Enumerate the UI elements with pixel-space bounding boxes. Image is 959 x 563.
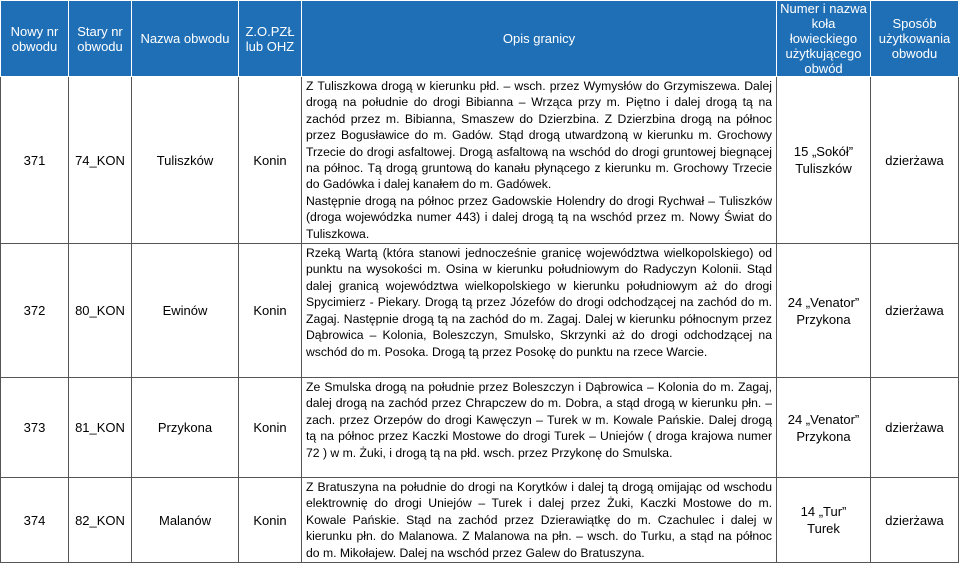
district-name-cell: Ewinów [132, 244, 239, 378]
zo-cell: Konin [239, 77, 302, 244]
new-number-cell: 371 [1, 77, 69, 244]
zo-cell: Konin [239, 378, 302, 478]
usage-type-cell: dzierżawa [871, 77, 959, 244]
club-number: 14 „Tur” [800, 504, 847, 520]
header-new-number: Nowy nr obwodu [1, 1, 69, 77]
boundary-description-cell [302, 378, 777, 478]
hunting-club-cell [777, 378, 871, 478]
zo-cell: Konin [239, 244, 302, 378]
description-paragraph: Następnie drogą na północ przez Gadowskie Holendry do drogi Rychwał – Tuliszków (droga wojewódzka numer 443) i dalej drogą tą na wschód przez m. Nowy Świat do Tuliszkowa. [306, 193, 772, 241]
club-number: 24 „Venator” [787, 411, 860, 427]
zo-cell: Konin [239, 478, 302, 563]
description-paragraph: Ze Smulska drogą na południe przez Boleszczyn i Dąbrowica – Kolonia do m. Zagaj, dalej drogą na zachód przez Chrapczew do m. Dobra, a stąd drogą w kierunku płn. – zach. przez Orzepów do drogi Kawęczyn – Turek w m. Kowale Pańskie. Dalej drogą tą na północ przez Kaczki Mostowe do drogi Turek – Uniejów ( droga krajowa numer 72 ) w m. Żuki, i drogą tą na płd. wsch. przez Przykonę do Smulska. [306, 380, 772, 460]
table-row [1, 77, 959, 244]
header-boundary-description: Opis granicy [302, 1, 777, 77]
description-paragraph: Z Bratuszyna na południe do drogi na Korytków i dalej tą drogą omijając od wschodu elektrownię do drogi Uniejów – Turek i dalej przez Żuki, Kaczki Mostowe do m. Kowale Pańskie. Stąd na zachód przez Dzierawiątkę do m. Czachulec i dalej w kierunku płn. do Malanowa. Z Malanowa na płn. – wsch. do Turku, a stąd na północ do m. Mikołajew. Dalej na wschód przez Galew do Bratuszyna. [306, 480, 772, 560]
boundary-description-cell [302, 478, 777, 563]
description-paragraph: Rzeką Wartą (która stanowi jednocześnie granicę województwa wielkopolskiego) od punktu na wysokości m. Osina w kierunku południowym do Radyczyn Kolonii. Stąd dalej granicą województwa wielkopolskiego w kierunku południowym aż do drogi Spycimierz - Piekary. Drogą tą przez Józefów do drogi odchodzącej na zachód do m. Zagaj. Następnie drogą tą na zachód do m. Zagaj. Dalej w kierunku północnym przez Dąbrowica – Kolonia, Boleszczyn, Smulsko, Skrzynki aż do drogi odchodzącej na wschód do m. Posoka. Drogą tą przez Posokę do punktu na rzece Warcie. [306, 246, 772, 359]
table-row [1, 378, 959, 478]
header-district-name: Nazwa obwodu [132, 1, 239, 77]
header-usage-type: Sposób użytkowania obwodu [871, 1, 959, 77]
district-name-cell: Malanów [132, 478, 239, 563]
usage-type-cell: dzierżawa [871, 244, 959, 378]
old-number-cell: 74_KON [69, 77, 132, 244]
old-number-cell: 81_KON [69, 378, 132, 478]
old-number-cell: 82_KON [69, 478, 132, 563]
district-name-cell: Tuliszków [132, 77, 239, 244]
old-number-cell: 80_KON [69, 244, 132, 378]
hunting-club-cell [777, 77, 871, 244]
club-number: 15 „Sokół” [793, 144, 854, 160]
header-old-number: Stary nr obwodu [69, 1, 132, 77]
table-row [1, 244, 959, 378]
usage-type-cell: dzierżawa [871, 478, 959, 563]
district-name-cell: Przykona [132, 378, 239, 478]
usage-type-cell: dzierżawa [871, 378, 959, 478]
boundary-description-cell [302, 77, 777, 244]
club-number: 24 „Venator” [787, 294, 860, 310]
hunting-club-cell [777, 244, 871, 378]
hunting-club-cell [777, 478, 871, 563]
club-name: Tuliszków [795, 161, 852, 177]
header-zo-pzl: Z.O.PZŁ lub OHZ [239, 1, 302, 77]
club-name: Turek [807, 521, 840, 537]
header-hunting-club: Numer i nazwa koła łowieckiego użytkującego obwód [777, 1, 871, 77]
club-name: Przykona [796, 311, 851, 327]
description-paragraph: Z Tuliszkowa drogą w kierunku płd. – wsch. przez Wymysłów do Grzymiszewa. Dalej drogą na południe do drogi Bibianna – Wrząca przy m. Piętno i dalej drogą tą na zachód przez m. Bibianna, Smaszew do Dzierzbina. Z Dzierzbina drogą na północ przez Bogusławice do m. Gadów. Stąd drogą utwardzoną w kierunku m. Grochowy Trzecie do drogi asfaltowej. Drogą asfaltową na wschód do drogi gruntowej biegnącej na północ. Tą drogą gruntową do kanału płynącego z kierunku m. Grochowy Trzecie do Gadówka i dalej kanałem do m. Gadówek. [306, 79, 772, 192]
header-row [1, 1, 959, 77]
club-name: Przykona [796, 428, 851, 444]
new-number-cell: 374 [1, 478, 69, 563]
new-number-cell: 373 [1, 378, 69, 478]
new-number-cell: 372 [1, 244, 69, 378]
boundary-description-cell [302, 244, 777, 378]
table-row [1, 478, 959, 563]
